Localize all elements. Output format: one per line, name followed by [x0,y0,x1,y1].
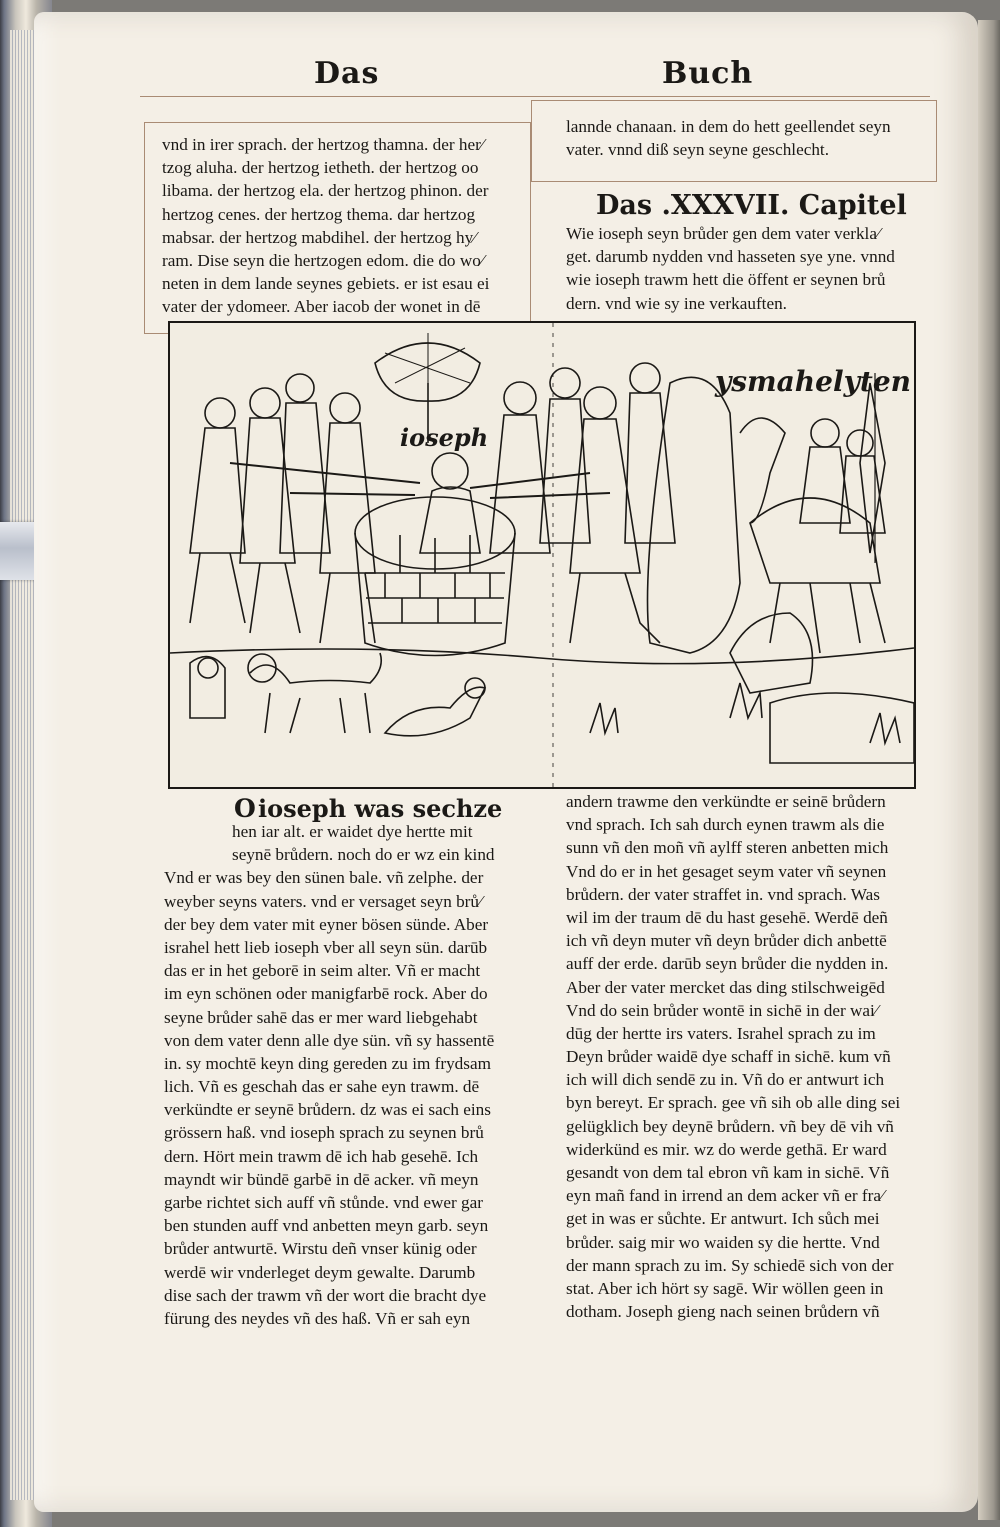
lamb [385,687,485,736]
text-line: Wie ioseph seyn brůder gen dem vater verkla⁄ [566,224,880,243]
text-line: gelügklich bey deynē brůdern. vñ bey dē vih vñ [566,1116,894,1136]
text-line: mayndt wir bündē garbē in dē acker. vñ meyn [164,1169,479,1189]
text-line: wie ioseph trawm hett die öffent er seynen brů [566,270,886,290]
text-line: hertzog cenes. der hertzog thema. dar hertzog [162,204,476,224]
text-line: libama. der hertzog ela. der hertzog phinon. der [162,181,489,201]
text-line: dotham. Joseph gieng nach seinen brůdern vñ [566,1302,880,1322]
text-line: ich will dich sendē zu in. Vñ do er antwurt ich [566,1070,885,1090]
text-line: garbe richtet sich auff vñ stůnde. vnd ewer gar [164,1193,483,1213]
brothers-right [470,363,675,643]
grass-tuft [590,703,618,733]
text-line: gesandt von dem tal ebron vñ kam in sichē. Vñ [566,1163,890,1182]
sheep [190,657,225,718]
ground-line [170,648,914,664]
text-line: seynē brůdern. noch do er wz ein kind [232,845,495,865]
running-head-left: Das [314,56,380,91]
text-line: mabsar. der hertzog mabdihel. der hertzog hy⁄ [162,227,477,247]
text-line: ram. Dise seyn die hertzogen edom. die do wo⁄ [162,250,484,270]
text-line: byn bereyt. Er sprach. gee vñ sih ob alle ding sei [566,1093,901,1113]
text-line: israhel hett lieb ioseph vber all seyn sün. darūb [164,937,488,957]
text-line: Deyn brůder waidē dye schaff in sichē. kum vñ [566,1047,891,1067]
joseph-head [432,453,468,489]
text-line: Vnd do er in het gesaget seym vater vñ seynen [566,861,887,881]
dog [250,653,381,733]
body-column-right [566,790,900,1323]
text-line: dise sach der trawm vñ der wort die bracht dye [164,1285,487,1305]
text-line: grössern haß. vnd ioseph sprach zu seynen brů [164,1123,484,1143]
initial-letter: O [234,794,256,823]
text-line: verkündte er seynē brůdern. dz was ei sach eins [164,1100,491,1120]
rock-center [648,377,741,653]
text-line: vater der ydomeer. Aber iacob der wonet in dē [162,297,481,317]
text-line: lannde chanaan. in dem do hett geellendet seyn [566,117,891,136]
first-line-heading: ioseph was sechze [258,794,503,823]
grass-tuft [730,683,762,718]
text-line: auff der erde. darūb seyn brůder die nydden in. [566,954,889,974]
text-line: fürung des neydes vñ des haß. Vñ er sah eyn [164,1308,471,1328]
text-line: brůdern. der vater straffet in. vnd sprach. Was [566,884,880,904]
chapter-summary [566,222,895,315]
text-line: seyne brůder sahē das er mer ward liebgehabt [164,1007,478,1027]
shield [860,383,885,553]
text-line: eyn mañ fand in irrend an dem acker vñ er fra⁄ [566,1186,884,1206]
text-line: Aber der vater mercket das ding stilschweigēd [566,977,885,997]
text-line: hen iar alt. er waidet dye hertte mit [232,822,473,841]
text-line: wil im der traum dē du hast gesehē. Werdē deñ [566,907,888,927]
text-line: der mann sprach zu im. Sy schiedē sich von der [566,1255,894,1275]
ishmaelites [740,373,885,653]
well-bricks [365,535,505,623]
text-line: get in was er sůchte. Er antwurt. Ich sůch mei [566,1209,880,1229]
prev-column-left [162,133,489,319]
prev-column-right [566,115,891,161]
rock-right [730,613,813,693]
rock-bottom [770,693,914,763]
brothers-left [190,374,420,643]
text-line: das er in het geborē in seim alter. Vñ er macht [164,961,481,981]
text-line: neten in dem lande seynes gebiets. er ist esau ei [162,274,490,294]
animals [190,653,485,736]
text-line: stat. Aber ich hört sy sagē. Wir wöllen geen in [566,1278,884,1298]
camel-neck [740,418,785,523]
text-line: im eyn schönen oder manigfarbē rock. Aber do [164,984,488,1004]
text-line: werdē wir vnderleget deym gewalte. Darumb [164,1262,476,1282]
body-column-left [164,866,494,1330]
text-line: weyber seyns vaters. vnd er versaget seyn brů⁄ [164,891,482,911]
text-line: brůder. saig mir wo waiden sy die hertte. Vnd [566,1232,880,1252]
text-line: tzog aluha. der hertzog ietheth. der hertzog oo [162,158,479,178]
text-line: dern. vnd wie sy ine verkauften. [566,293,787,313]
text-line: Vnd do sein brůder wontē in sichē in der wai⁄ [566,1000,878,1020]
text-line: dern. Hört mein trawm dē ich hab gesehē. Ich [164,1146,479,1166]
text-line: Vnd er was bey den sünen bale. vñ zelphe. der [164,868,484,888]
text-line: ben stunden auff vnd anbetten meyn garb. seyn [164,1216,489,1236]
text-line: brůder antwurtē. Wirstu deñ vnser künig oder [164,1239,477,1259]
text-line: ich vñ deyn muter vñ deyn brůder dich anbettē [566,931,887,951]
running-head-right: Buch [662,56,754,91]
text-line: vater. vnnd diß seyn seyne geschlecht. [566,140,829,160]
text-line: get. darumb nydden vnd hasseten sye yne. vnnd [566,247,895,267]
text-line: lich. Vñ es geschah das er sahe eyn trawm. dē [164,1077,480,1097]
right-page-edge [978,20,1000,1520]
woodcut-illustration [168,321,916,789]
text-line: der bey dem vater mit eyner bösen sünde. Aber [164,914,489,934]
label-ismaelites: ysmahelyten [715,365,911,398]
grass-tuft [870,713,900,743]
text-line: widerkünd es mir. wz do werde gethā. Er ward [566,1139,887,1159]
text-line: in. sy mochtē keyn ding gereden zu im frydsam [164,1053,491,1073]
text-line: von dem vater denn alle dye sün. vñ sy hassentē [164,1030,495,1050]
chapter-title: Das .XXXVII. Capitel [596,190,907,221]
text-line: sunn vñ den moñ vñ aylff steren anbetten mich [566,838,889,858]
text-line: andern trawme den verkündte er seinē brůdern [566,792,886,811]
camel-body [750,498,880,583]
text-line: vnd sprach. Ich sah durch eynen trawm als die [566,815,885,835]
annotation-rule [140,96,930,98]
text-line: dūg der hertte irs vaters. Israhel sprach zu im [566,1023,876,1043]
body-column-left-indent [232,820,495,866]
text-line: vnd in irer sprach. der hertzog thamna. der her⁄ [162,135,484,154]
label-joseph: ioseph [400,423,489,452]
